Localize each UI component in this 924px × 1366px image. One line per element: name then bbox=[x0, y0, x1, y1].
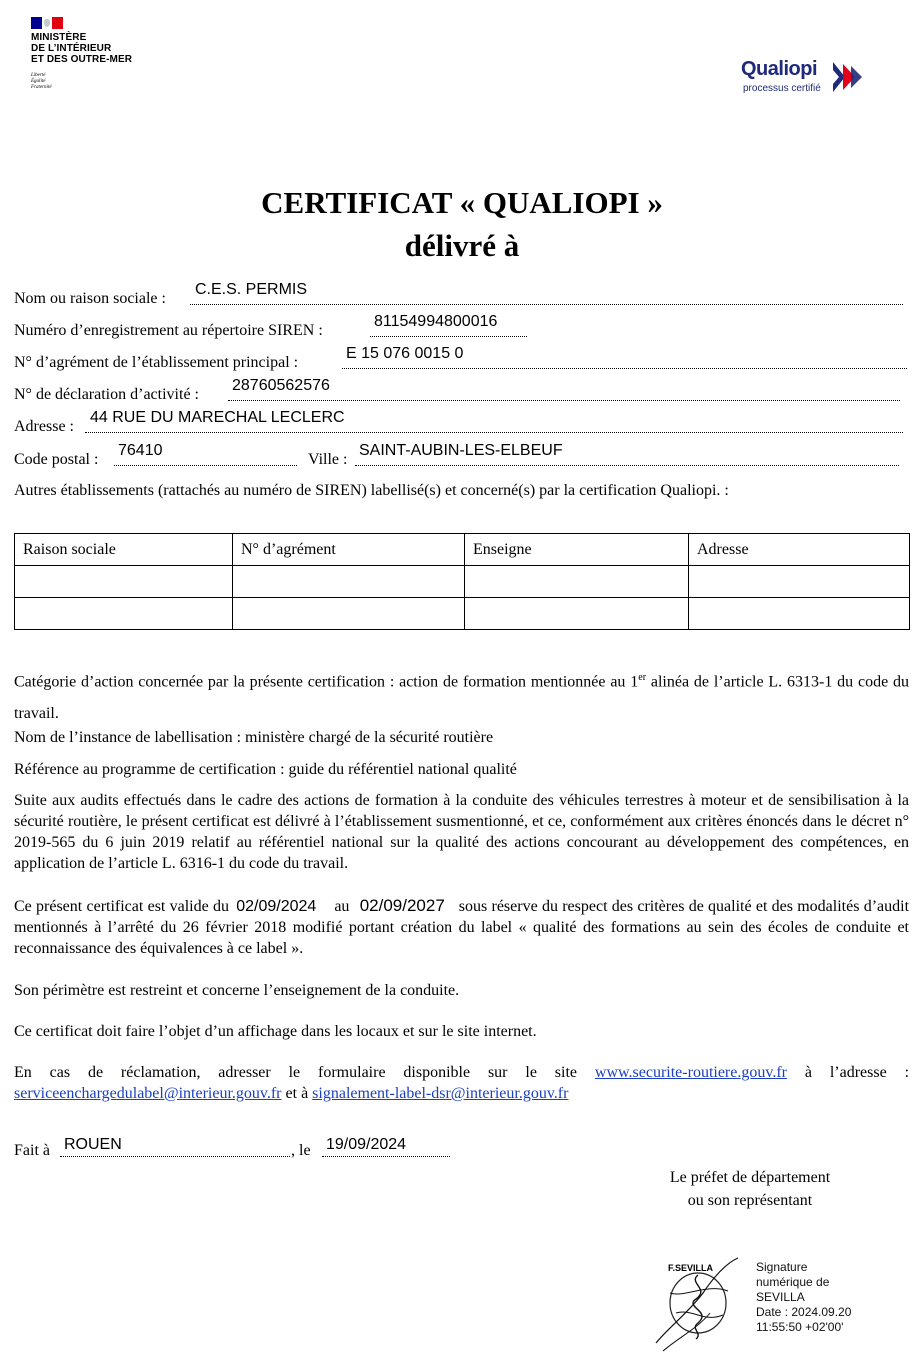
table-cell bbox=[15, 598, 233, 630]
qualiopi-subtitle: processus certifié bbox=[743, 83, 821, 94]
signalement-email-link[interactable]: signalement-label-dsr@interieur.gouv.fr bbox=[312, 1085, 569, 1102]
service-label-email-link[interactable]: serviceenchargedulabel@interieur.gouv.fr bbox=[14, 1085, 282, 1102]
adresse-value: 44 RUE DU MARECHAL LECLERC bbox=[90, 409, 345, 426]
prefet-line1: Le préfet de département bbox=[669, 1169, 831, 1186]
declaration-value: 28760562576 bbox=[232, 377, 330, 394]
table-cell bbox=[233, 566, 465, 598]
ministry-line: DE L’INTÉRIEUR bbox=[31, 43, 112, 54]
code-postal-label: Code postal : bbox=[14, 451, 99, 468]
ministry-line: ET DES OUTRE-MER bbox=[31, 54, 133, 65]
ville-value: SAINT-AUBIN-LES-ELBEUF bbox=[359, 442, 563, 459]
motto-egalite: Égalité bbox=[31, 79, 46, 84]
qualiopi-name: Qualiopi bbox=[741, 58, 817, 80]
siren-label: Numéro d’enregistrement au répertoire SIREN : bbox=[14, 322, 323, 339]
autres-etablissements-table bbox=[14, 533, 910, 630]
declaration-label: N° de déclaration d’activité : bbox=[14, 386, 199, 403]
prefet-line2: ou son représentant bbox=[687, 1192, 813, 1209]
raison-sociale-label: Nom ou raison sociale : bbox=[14, 290, 166, 307]
marianne-flag-icon bbox=[31, 17, 63, 29]
adresse-label: Adresse : bbox=[14, 418, 74, 435]
qualiopi-logo bbox=[741, 58, 871, 98]
dotted-line bbox=[322, 1156, 450, 1157]
digital-signature-text: Signature numérique de SEVILLA Date : 2024.09.20 11:55:50 +02'00' bbox=[756, 1260, 852, 1334]
marianne-logo bbox=[31, 17, 171, 97]
col-agrement: N° d’agrément bbox=[233, 534, 465, 566]
col-adresse: Adresse bbox=[689, 534, 910, 566]
table-cell bbox=[689, 566, 910, 598]
table-header-row bbox=[15, 534, 910, 566]
dotted-line bbox=[60, 1156, 290, 1157]
table-cell bbox=[15, 566, 233, 598]
table-cell bbox=[465, 566, 689, 598]
affichage: Ce certificat doit faire l’objet d’un affichage dans les locaux et sur le site internet. bbox=[14, 1023, 537, 1040]
dotted-line bbox=[355, 465, 899, 466]
date-debut: 02/09/2024 bbox=[236, 898, 317, 915]
col-raison-sociale: Raison sociale bbox=[15, 534, 233, 566]
table-row bbox=[15, 598, 910, 630]
motto-liberte: Liberté bbox=[31, 73, 46, 78]
securite-routiere-link[interactable]: www.securite-routiere.gouv.fr bbox=[594, 1064, 787, 1081]
certificate-subtitle: délivré à bbox=[404, 228, 520, 263]
fait-a-label: Fait à bbox=[14, 1142, 50, 1159]
qualiopi-arrows-icon bbox=[831, 60, 865, 94]
code-postal-value: 76410 bbox=[118, 442, 163, 459]
dotted-line bbox=[85, 432, 903, 433]
fait-le-date: 19/09/2024 bbox=[326, 1136, 407, 1153]
dotted-line bbox=[228, 400, 900, 401]
date-fin: 02/09/2027 bbox=[359, 896, 445, 915]
suite-audits: Suite aux audits effectués dans le cadre des actions de formation à la conduite des véhicules terrestres à moteur et de sensibilisation à la sécurité routière, le présent certificat est délivré à l’établissement susmentionné, et ce, conformément aux critères énoncés dans le décret n° 2019-565 du 6 juin 2019 relatif au référentiel national sur la qualité des actions concourant au développement des compétences, en application de l’article L. 6316-1 du code du travail. bbox=[14, 792, 909, 872]
raison-sociale-value: C.E.S. PERMIS bbox=[195, 281, 308, 298]
prefet-block bbox=[620, 1166, 880, 1212]
siren-value: 81154994800016 bbox=[374, 313, 498, 330]
fait-a-lieu: ROUEN bbox=[64, 1136, 122, 1153]
dotted-line bbox=[190, 304, 903, 305]
perimetre: Son périmètre est restreint et concerne l’enseignement de la conduite. bbox=[14, 982, 460, 999]
dotted-line bbox=[114, 465, 297, 466]
dotted-line bbox=[342, 368, 907, 369]
autres-etablissements-label: Autres établissements (rattachés au numéro de SIREN) labellisé(s) et concerné(s) par la certification Qualiopi. : bbox=[14, 482, 729, 499]
agrement-value: E 15 076 0015 0 bbox=[346, 345, 464, 362]
col-enseigne: Enseigne bbox=[465, 534, 689, 566]
le-label: , le bbox=[291, 1142, 311, 1159]
motto-fraternite: Fraternité bbox=[31, 85, 52, 90]
table-row bbox=[15, 566, 910, 598]
dotted-line bbox=[370, 336, 527, 337]
instance-labellisation: Nom de l’instance de labellisation : ministère chargé de la sécurité routière bbox=[14, 729, 494, 746]
validite-paragraph: Ce présent certificat est valide du 02/09/2024 au 02/09/2027 sous réserve du respect des critères de qualité et des modalités d’audit mentionnés à l’arrêté du 26 février 2018 modifié portant création du label « qualité des formations au sein des écoles de conduite et reconnaissance des équivalences à ce label ». bbox=[14, 896, 910, 957]
agrement-label: N° d’agrément de l’établissement principal : bbox=[14, 354, 299, 371]
table-cell bbox=[689, 598, 910, 630]
reclamation-paragraph: En cas de réclamation, adresser le formulaire disponible sur le site www.securite-routiere.gouv.fr à l’adresse : serviceenchargedulabel@interieur.gouv.fr et à signalement-label-dsr@interieur.gouv.fr bbox=[14, 1064, 910, 1102]
ministry-line: MINISTÈRE bbox=[31, 32, 87, 43]
table-cell bbox=[233, 598, 465, 630]
signature-image bbox=[648, 1253, 748, 1353]
categorie-action: Catégorie d’action concernée par la présente certification : action de formation mentionnée au 1er alinéa de l’article L. 6313-1 du code du travail. bbox=[14, 672, 910, 723]
certificate-title: CERTIFICAT « QUALIOPI » bbox=[261, 185, 663, 220]
reference-programme: Référence au programme de certification : guide du référentiel national qualité bbox=[14, 761, 517, 778]
table-cell bbox=[465, 598, 689, 630]
signer-name: F.SEVILLA bbox=[668, 1263, 714, 1273]
ville-label: Ville : bbox=[308, 451, 348, 468]
